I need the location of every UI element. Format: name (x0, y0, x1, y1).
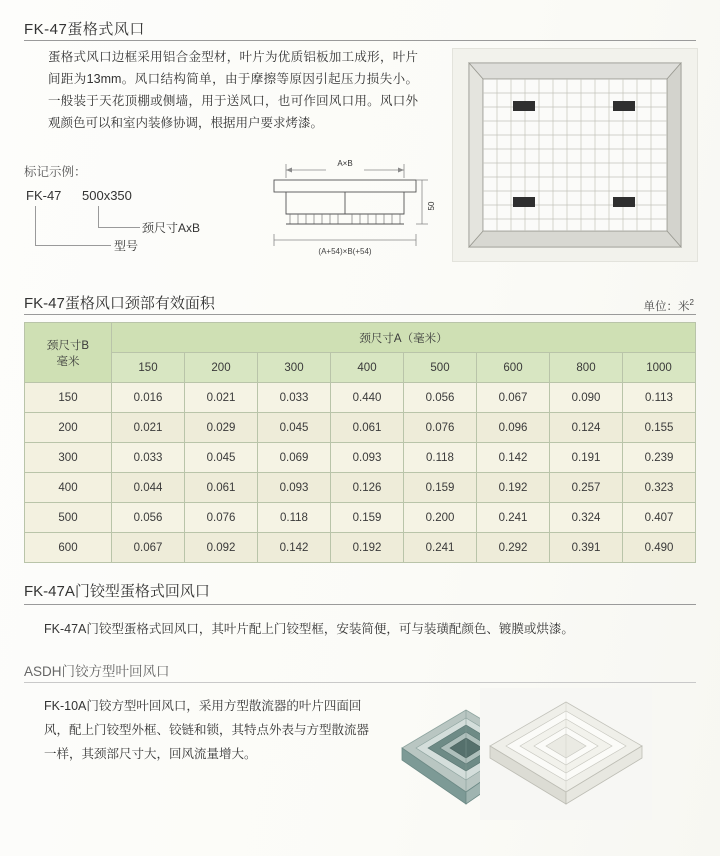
table-row (25, 413, 696, 443)
cell: 0.407 (623, 503, 696, 533)
table-row (25, 443, 696, 473)
cell: 0.159 (331, 503, 404, 533)
mark-note-neck: 颈尺寸AxB (142, 221, 201, 235)
cell: 0.490 (623, 533, 696, 563)
cell: 0.056 (112, 503, 185, 533)
table-unit-label: 单位：米$^2$ (643, 298, 694, 313)
cell: 0.192 (331, 533, 404, 563)
cell: 0.067 (477, 383, 550, 413)
cell: 0.033 (112, 443, 185, 473)
col-header-200: 200 (185, 353, 258, 383)
mark-example-diagram (26, 188, 226, 258)
row-label: 400 (25, 473, 112, 503)
cell: 0.021 (112, 413, 185, 443)
mark-note-model: 型号 (114, 239, 139, 253)
unit-text: 单位：米 (643, 301, 690, 313)
col-header-800: 800 (550, 353, 623, 383)
col-header-1000: 1000 (623, 353, 696, 383)
section4-divider (24, 682, 696, 683)
cell: 0.029 (185, 413, 258, 443)
cell: 0.440 (331, 383, 404, 413)
col-header-400: 400 (331, 353, 404, 383)
effective-area-table (24, 322, 696, 563)
cell: 0.021 (185, 383, 258, 413)
svg-text:50: 50 (427, 201, 436, 211)
table-header-row-1 (25, 323, 696, 353)
table-row (25, 473, 696, 503)
cell: 0.076 (404, 413, 477, 443)
section1-paragraph: 蛋格式风口边框采用铝合金型材，叶片为优质铝板加工成形，叶片间距为13mm。风口结构简单，由于摩擦等原因引起压力损失小。一般装于天花顶棚或侧墙，用于送风口，也可作回风口用。风口外观颜色可以和室内装修协调，根据用户要求烤漆。 (48, 50, 418, 130)
product-photo-egg-crate-grille (452, 48, 698, 262)
cell: 0.126 (331, 473, 404, 503)
cell: 0.324 (550, 503, 623, 533)
row-label: 600 (25, 533, 112, 563)
mark-code: FK-47 (26, 188, 62, 203)
mark-example-label: 标记示例： (24, 165, 87, 179)
cell: 0.200 (404, 503, 477, 533)
table-row (25, 533, 696, 563)
cell: 0.292 (477, 533, 550, 563)
row-label: 500 (25, 503, 112, 533)
section4-paragraph: FK-10A门铰方型叶回风口，采用方型散流器的叶片四面回风，配上门铰型外框、铰链和锁，其特点外表与方型散流器一样，其颈部尺寸大，回风流量增大。 (44, 699, 370, 761)
mark-size: 500x350 (82, 188, 132, 203)
mark-leader-3 (98, 206, 99, 228)
cell: 0.239 (623, 443, 696, 473)
cell: 0.257 (550, 473, 623, 503)
corner-header-line1: 颈尺寸B (46, 339, 90, 352)
table-top-header: 颈尺寸A（毫米） (112, 323, 696, 353)
cell: 0.113 (623, 383, 696, 413)
svg-text:A×B: A×B (337, 159, 353, 168)
cell: 0.061 (185, 473, 258, 503)
row-label: 300 (25, 443, 112, 473)
product-photo-hinged-square-diffuser-white (478, 686, 654, 822)
technical-drawing-section-view (246, 152, 442, 262)
cell: 0.076 (185, 503, 258, 533)
mark-leader-1 (35, 206, 36, 246)
section2-title: FK-47蛋格风口颈部有效面积 (24, 295, 215, 312)
cell: 0.118 (258, 503, 331, 533)
section3-divider (24, 604, 696, 605)
cell: 0.096 (477, 413, 550, 443)
cell: 0.241 (477, 503, 550, 533)
section1-title: FK-47蛋格式风口 (24, 21, 145, 38)
col-header-150: 150 (112, 353, 185, 383)
cell: 0.090 (550, 383, 623, 413)
col-header-300: 300 (258, 353, 331, 383)
cell: 0.061 (331, 413, 404, 443)
cell: 0.155 (623, 413, 696, 443)
cell: 0.323 (623, 473, 696, 503)
corner-header-line2: 毫米 (56, 355, 80, 368)
cell: 0.124 (550, 413, 623, 443)
cell: 0.241 (404, 533, 477, 563)
section3-title: FK-47A门铰型蛋格式回风口 (24, 583, 210, 600)
table-corner-header (25, 323, 112, 383)
table-row (25, 503, 696, 533)
col-header-600: 600 (477, 353, 550, 383)
table-header-row-2 (25, 353, 696, 383)
row-label: 150 (25, 383, 112, 413)
cell: 0.045 (185, 443, 258, 473)
cell: 0.093 (331, 443, 404, 473)
cell: 0.159 (404, 473, 477, 503)
cell: 0.191 (550, 443, 623, 473)
cell: 0.033 (258, 383, 331, 413)
cell: 0.056 (404, 383, 477, 413)
mark-leader-2 (35, 245, 111, 246)
cell: 0.118 (404, 443, 477, 473)
table-row (25, 383, 696, 413)
section4-title: ASDH门铰方型叶回风口 (24, 664, 170, 679)
cell: 0.067 (112, 533, 185, 563)
mark-leader-4 (98, 227, 140, 228)
col-header-500: 500 (404, 353, 477, 383)
cell: 0.044 (112, 473, 185, 503)
cell: 0.069 (258, 443, 331, 473)
cell: 0.093 (258, 473, 331, 503)
section2-divider (24, 314, 696, 315)
cell: 0.142 (477, 443, 550, 473)
section3-paragraph: FK-47A门铰型蛋格式回风口，其叶片配上门铰型框，安装简便，可与装璜配颜色、镀膜或烘漆。 (44, 622, 574, 636)
section1-divider (24, 40, 696, 41)
row-label: 200 (25, 413, 112, 443)
svg-text:(A+54)×B(+54): (A+54)×B(+54) (318, 247, 372, 256)
cell: 0.045 (258, 413, 331, 443)
cell: 0.092 (185, 533, 258, 563)
cell: 0.142 (258, 533, 331, 563)
cell: 0.391 (550, 533, 623, 563)
cell: 0.016 (112, 383, 185, 413)
cell: 0.192 (477, 473, 550, 503)
